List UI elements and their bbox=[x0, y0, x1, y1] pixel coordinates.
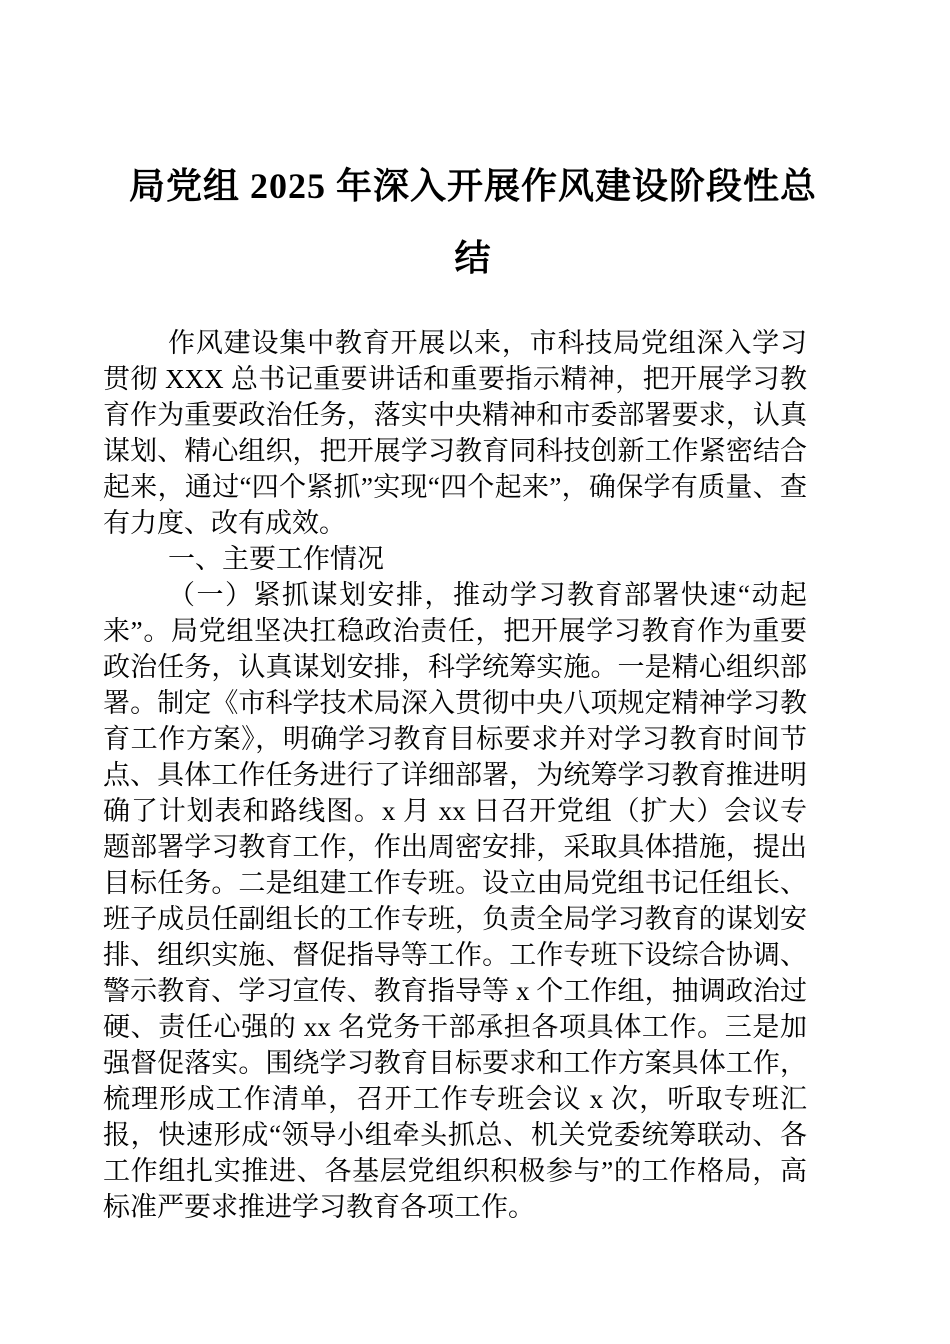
title-line-1: 局党组 2025 年深入开展作风建设阶段性总 bbox=[128, 166, 817, 206]
document-body bbox=[103, 325, 807, 1225]
paragraph-intro: 作风建设集中教育开展以来，市科技局党组深入学习贯彻 XXX 总书记重要讲话和重要指示精神，把开展学习教育作为重要政治任务，落实中央精神和市委部署要求，认真谋划、精心组织，把开展学习教育同科技创新工作紧密结合起来，通过“四个紧抓”实现“四个起来”，确保学有质量、查有力度、改有成效。 bbox=[103, 328, 807, 538]
paragraph-section-heading: 一、主要工作情况 bbox=[168, 544, 384, 574]
paragraph-section-body: （一）紧抓谋划安排，推动学习教育部署快速“动起来”。局党组坚决扛稳政治责任，把开展学习教育作为重要政治任务，认真谋划安排，科学统筹实施。一是精心组织部署。制定《市科学技术局深入贯彻中央八项规定精神学习教育工作方案》，明确学习教育目标要求并对学习教育时间节点、具体工作任务进行了详细部署，为统筹学习教育推进明确了计划表和路线图。x 月 xx 日召开党组（扩大）会议专题部署学习教育工作，作出周密安排，采取具体措施，提出目标任务。二是组建工作专班。设立由局党组书记任组长、班子成员任副组长的工作专班，负责全局学习教育的谋划安排、组织实施、督促指导等工作。工作专班下设综合协调、警示教育、学习宣传、教育指导等 x 个工作组，抽调政治过硬、责任心强的 xx 名党务干部承担各项具体工作。三是加强督促落实。围绕学习教育目标要求和工作方案具体工作，梳理形成工作清单，召开工作专班会议 x 次，听取专班汇报，快速形成“领导小组牵头抓总、机关党委统筹联动、各工作组扎实推进、各基层党组织积极参与”的工作格局，高标准严要求推进学习教育各项工作。 bbox=[103, 580, 807, 1222]
title-line-2: 结 bbox=[454, 238, 492, 278]
document-title bbox=[103, 150, 843, 294]
